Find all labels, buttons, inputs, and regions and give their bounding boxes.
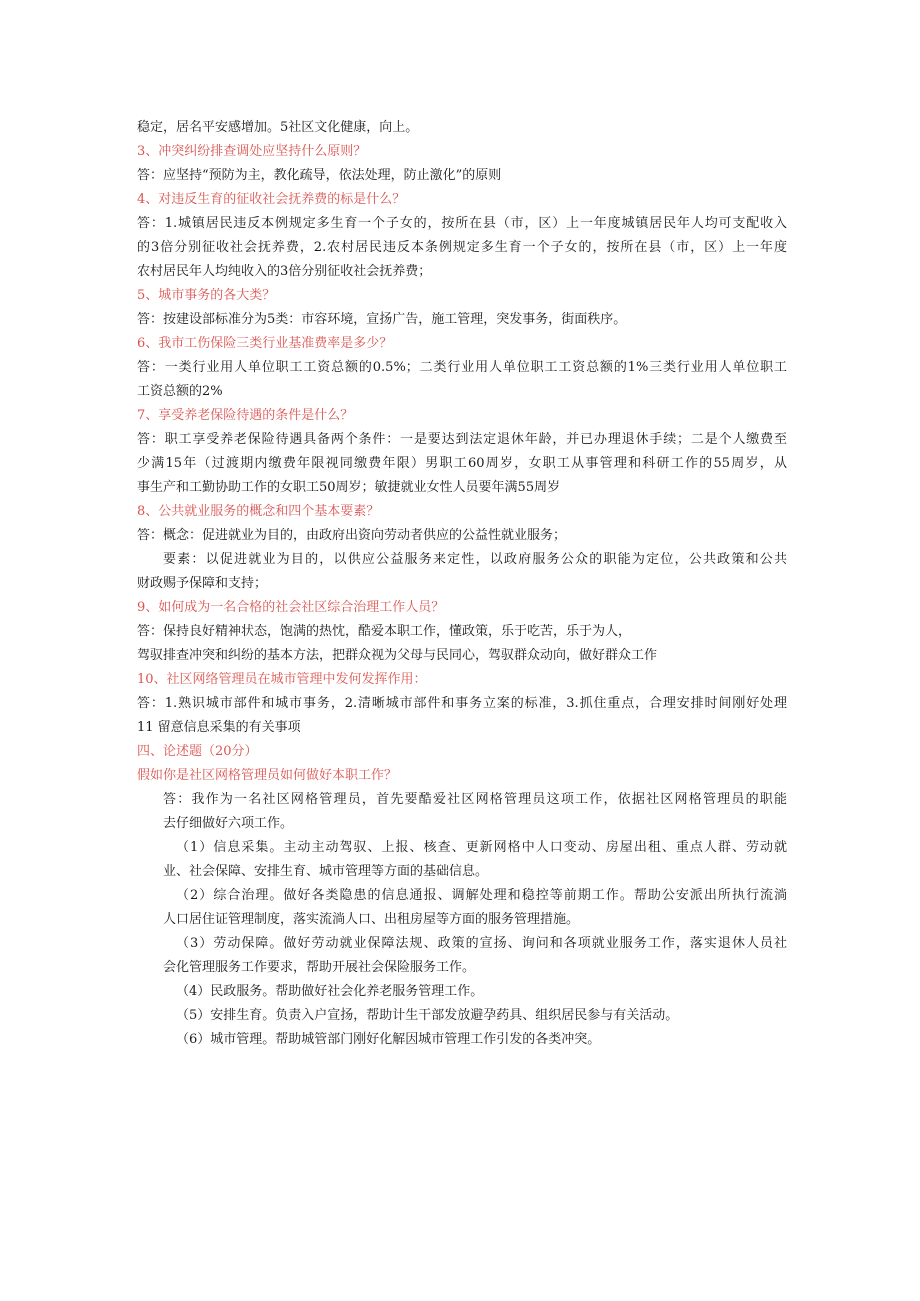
answer-line: 答：按建设部标准分为5类：市容环境，宣扬广告，施工管理，突发事务，街面秩序。	[137, 312, 627, 327]
essay-item-line: （2）综合治理。做好各类隐患的信息通报、调解处理和稳控等前期工作。帮助公安派出所执行流淌	[176, 888, 787, 903]
answer-line: 要素：以促进就业为目的，以供应公益服务来定性，以政府服务公众的职能为定位，公共政策和公共	[163, 552, 787, 567]
answer-line: 答：概念：促进就业为目的，由政府出资向劳动者供应的公益性就业服务；	[137, 528, 567, 543]
answer-line: 驾驭排查冲突和纠纷的基本方法，把群众视为父母与民同心，驾驭群众动向，做好群众工作	[137, 648, 658, 663]
question-heading: 9、如何成为一名合格的社会社区综合治理工作人员？	[137, 600, 445, 615]
answer-line: 事生产和工勤协助工作的女职工50周岁；敏捷就业女性人员要年满55周岁	[137, 480, 561, 495]
essay-item-line: （5）安排生育。负责入户宣扬，帮助计生干部发放避孕药具、组织居民参与有关活动。	[176, 1008, 679, 1023]
section-heading: 四、论述题（20分）	[137, 744, 258, 759]
question-heading: 10、社区网络管理员在城市管理中发何发挥作用：	[137, 672, 427, 687]
essay-answer-line: 答：我作为一名社区网格管理员，首先要酷爱社区网格管理员这项工作，依据社区网格管理员的职能	[163, 792, 787, 807]
answer-line: 答：应坚持“预防为主，教化疏导，依法处理，防止激化”的原则	[137, 168, 502, 183]
question-heading: 8、公共就业服务的概念和四个基本要素？	[137, 504, 380, 519]
answer-line: 少满15年（过渡期内缴费年限视同缴费年限）男职工60周岁，女职工从事管理和科研工作的55周岁，从	[137, 456, 787, 471]
question-heading: 7、享受养老保险待遇的条件是什么？	[137, 408, 354, 423]
question-heading: 4、对违反生育的征收社会抚养费的标是什么？	[137, 192, 406, 207]
text-line: 稳定，居名平安感增加。5社区文化健康，向上。	[137, 120, 419, 135]
answer-line: 农村居民年人均纯收入的3倍分别征收社会抚养费；	[137, 264, 432, 279]
essay-item-line: 人口居住证管理制度，落实流淌人口、出租房屋等方面的服务管理措施。	[163, 912, 580, 927]
answer-line: 答：1.城镇居民违反本例规定多生育一个子女的，按所在县（市，区）上一年度城镇居民年人均可支配收入	[137, 216, 787, 231]
answer-line: 答：1.熟识城市部件和城市事务，2.清晰城市部件和事务立案的标准，3.抓住重点，合理安排时间刚好处理	[137, 696, 787, 711]
answer-line: 财政赐予保障和支持；	[137, 576, 268, 591]
essay-answer-line: 去仔细做好六项工作。	[163, 816, 294, 831]
question-heading: 3、冲突纠纷排查调处应坚持什么原则？	[137, 144, 367, 159]
question-heading: 6、我市工伤保险三类行业基准费率是多少？	[137, 336, 393, 351]
essay-item-line: （3）劳动保障。做好劳动就业保障法规、政策的宣扬、询问和各项就业服务工作，落实退休人员社	[176, 936, 787, 951]
answer-line: 答：一类行业用人单位职工工资总额的0.5%；二类行业用人单位职工工资总额的1%三类行业用人单位职工	[137, 360, 787, 375]
document-body	[137, 116, 787, 1052]
answer-line: 工资总额的2%	[137, 384, 223, 399]
essay-item-line: （4）民政服务。帮助做好社会化养老服务管理工作。	[176, 984, 484, 999]
question-heading: 5、城市事务的各大类？	[137, 288, 276, 303]
answer-line: 答：保持良好精神状态，饱满的热忱，酷爱本职工作，懂政策，乐于吃苦，乐于为人，	[137, 624, 632, 639]
essay-item-line: （1）信息采集。主动主动驾驭、上报、核查、更新网格中人口变动、房屋出租、重点人群、劳动就	[176, 840, 787, 855]
answer-line: 的3倍分别征收社会抚养费，2.农村居民违反本条例规定多生育一个子女的，按所在县（市，区）上一年度	[137, 240, 787, 255]
answer-line: 11 留意信息采集的有关事项	[137, 720, 301, 735]
essay-item-line: 业、社会保障、安排生育、城市管理等方面的基础信息。	[163, 864, 489, 879]
essay-question: 假如你是社区网格管理员如何做好本职工作？	[137, 768, 398, 783]
answer-line: 答：职工享受养老保险待遇具备两个条件：一是要达到法定退休年龄，并已办理退休手续；二是个人缴费至	[137, 432, 787, 447]
essay-item-line: 会化管理服务工作要求，帮助开展社会保险服务工作。	[163, 960, 476, 975]
essay-item-line: （6）城市管理。帮助城管部门刚好化解因城市管理工作引发的各类冲突。	[176, 1032, 601, 1047]
